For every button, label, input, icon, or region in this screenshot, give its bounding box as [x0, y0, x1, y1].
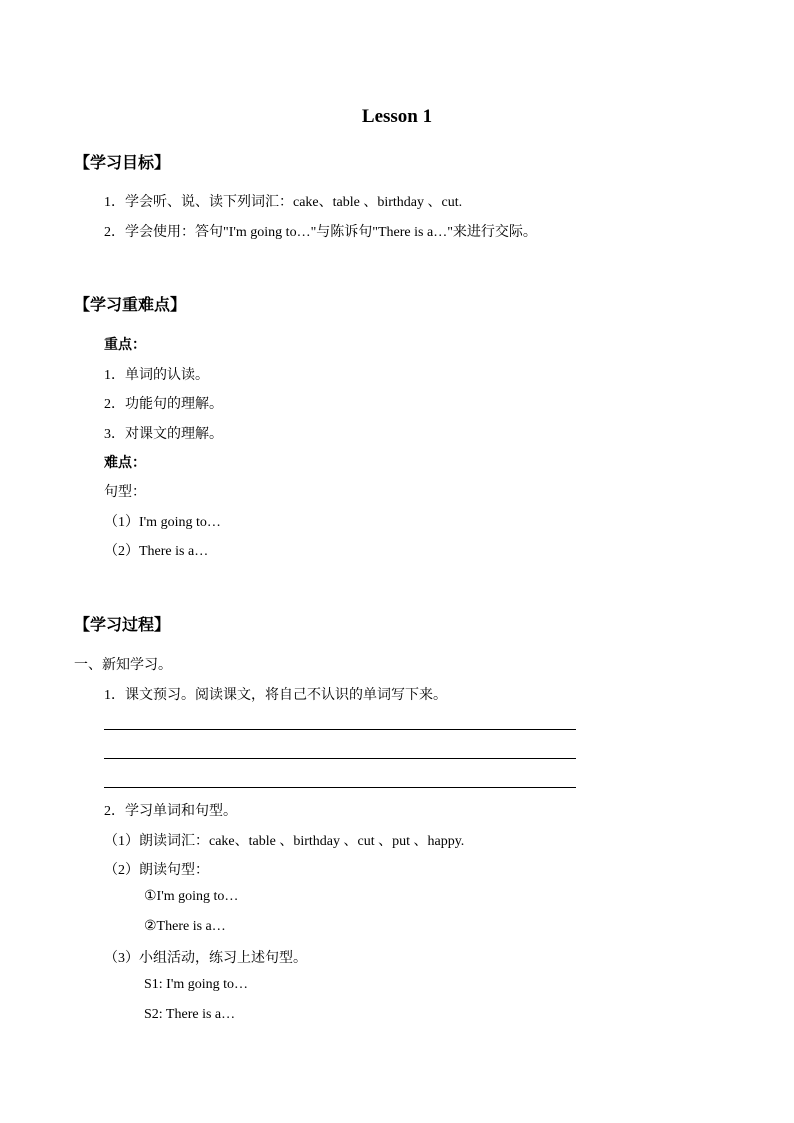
section-heading-goals: 【学习目标】: [74, 155, 171, 172]
page-title: Lesson 1: [361, 106, 433, 127]
section-one-title: 一、新知学习。: [74, 658, 172, 673]
sub-step-3: （3）小组活动，练习上述句型。: [104, 951, 307, 966]
section-heading-key-points: 【学习重难点】: [74, 297, 187, 314]
section-heading-process: 【学习过程】: [74, 617, 171, 634]
pattern-item-1: （1）I'm going to…: [104, 515, 221, 530]
step-2: 2．学习单词和句型。: [104, 804, 237, 819]
sub-step-3-item-2: S2: There is a…: [144, 1007, 236, 1022]
pattern-item-2: （2）There is a…: [104, 544, 209, 559]
goal-item-2: 2．学会使用：答句"I'm going to…"与陈诉句"There is a…"来进行交际。: [104, 225, 537, 240]
goal-item-1: 1．学会听、说、读下列词汇：cake、table 、birthday 、cut.: [104, 195, 463, 210]
answer-line-2[interactable]: [104, 758, 576, 759]
sub-step-2-item-2: ②There is a…: [144, 919, 226, 934]
answer-line-1[interactable]: [104, 729, 576, 730]
sub-step-1: （1）朗读词汇：cake、table 、birthday 、cut 、put 、happy.: [104, 834, 465, 849]
key-item-1: 1．单词的认读。: [104, 368, 209, 383]
sub-step-3-item-1: S1: I'm going to…: [144, 977, 249, 992]
step-1: 1．课文预习。阅读课文，将自己不认识的单词写下来。: [104, 688, 447, 703]
answer-line-3[interactable]: [104, 787, 576, 788]
key-item-2: 2．功能句的理解。: [104, 397, 223, 412]
pattern-label: 句型：: [104, 485, 146, 500]
key-label: 重点：: [104, 338, 146, 353]
key-item-3: 3．对课文的理解。: [104, 427, 223, 442]
difficult-label: 难点：: [104, 456, 146, 471]
sub-step-2: （2）朗读句型：: [104, 863, 209, 878]
sub-step-2-item-1: ①I'm going to…: [144, 889, 239, 904]
